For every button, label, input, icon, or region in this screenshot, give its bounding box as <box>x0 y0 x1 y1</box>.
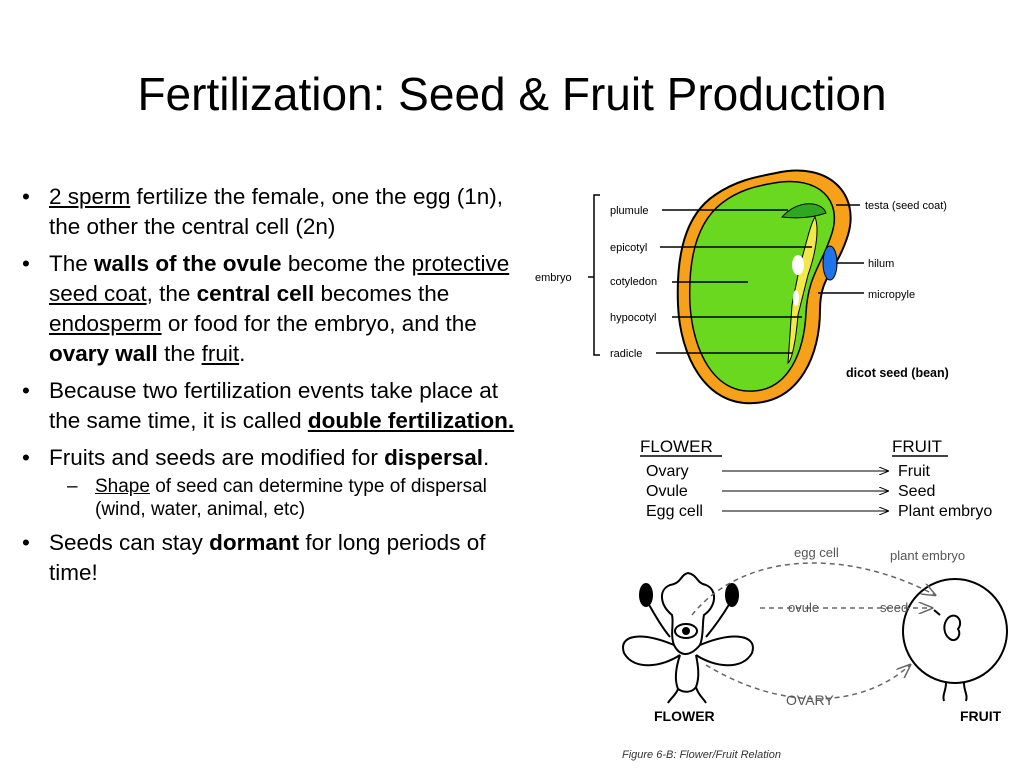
fruit-drawing <box>903 579 1007 701</box>
row-flower-egg-cell: Egg cell <box>646 503 703 520</box>
flower-fruit-relation-diagram <box>610 535 1024 768</box>
label-fruit: FRUIT <box>960 708 1002 724</box>
flower-fruit-table <box>630 430 1020 525</box>
label-hilum: hilum <box>868 258 895 270</box>
label-testa: testa (seed coat) <box>865 200 947 212</box>
flower-drawing <box>623 573 753 703</box>
label-radicle: radicle <box>610 348 643 360</box>
label-seed: seed <box>880 600 909 615</box>
sub-bullet-shape: – Shape of seed can determine type of dispersal (wind, water, animal, etc) <box>49 475 517 521</box>
label-hypocotyl: hypocotyl <box>610 312 657 324</box>
bullet-dormant: • Seeds can stay dormant for long periods of time! <box>22 528 517 588</box>
bullet-list <box>22 182 517 595</box>
label-ovary: OVARY <box>786 692 834 708</box>
label-epicotyl: epicotyl <box>610 242 648 254</box>
header-flower: FLOWER <box>640 437 713 456</box>
bullet-sperm: • 2 sperm fertilize the female, one the egg (1n), the other the central cell (2n) <box>22 182 517 242</box>
row-fruit-fruit: Fruit <box>898 463 930 480</box>
label-egg-cell: egg cell <box>794 545 839 560</box>
bullet-double-fertilization: • Because two fertilization events take place at the same time, it is called double fertilization. <box>22 376 517 436</box>
label-plumule: plumule <box>610 205 649 217</box>
figure-caption: Figure 6-B: Flower/Fruit Relation <box>622 749 781 761</box>
row-fruit-plant-embryo: Plant embryo <box>898 503 993 520</box>
row-flower-ovary: Ovary <box>646 463 689 480</box>
label-ovule: ovule <box>788 600 820 615</box>
seed-caption: dicot seed (bean) <box>846 366 949 380</box>
hilum-shape <box>823 246 837 280</box>
sub-bullet-list <box>49 475 517 521</box>
cavity <box>793 290 799 306</box>
label-cotyledon: cotyledon <box>610 276 658 288</box>
label-plant-embryo: plant embryo <box>890 548 966 563</box>
row-fruit-seed: Seed <box>898 483 936 500</box>
embryo-bracket <box>588 195 600 355</box>
bullet-term-2-sperm: 2 sperm <box>49 184 131 209</box>
bullet-ovule-walls: • The walls of the ovule become the protective seed coat, the central cell becomes the endosperm or food for the embryo, and the ovary wall the fruit. <box>22 249 517 369</box>
label-embryo: embryo <box>535 272 572 284</box>
bullet-dispersal: • Fruits and seeds are modified for dispersal. – Shape of seed can determine type of dispersal (wind, water, animal, etc) <box>22 443 517 521</box>
slide-title: Fertilization: Seed & Fruit Production <box>137 68 887 120</box>
label-micropyle: micropyle <box>868 289 916 301</box>
dicot-seed-diagram <box>530 165 990 410</box>
cavity <box>792 255 804 275</box>
header-fruit: FRUIT <box>892 437 943 456</box>
label-flower: FLOWER <box>654 708 715 724</box>
row-flower-ovule: Ovule <box>646 483 688 500</box>
